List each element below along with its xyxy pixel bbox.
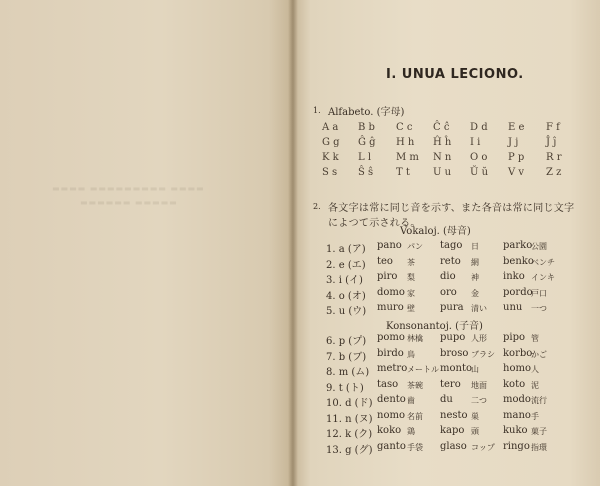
example-word: metro — [377, 363, 408, 374]
section-number: 1. — [313, 106, 321, 115]
example-word: pano — [377, 240, 402, 251]
alphabet-letter-pair: U u — [433, 167, 452, 178]
word-translation: 流行 — [531, 396, 547, 405]
bleed-through-text: ▬▬▬▬ ▬▬▬▬▬▬▬▬▬ ▬▬▬▬ — [52, 184, 205, 193]
alphabet-letter-pair: G g — [322, 137, 340, 148]
word-translation: ブラシ — [471, 349, 495, 359]
example-word: piro — [377, 271, 398, 282]
example-word: kuko — [503, 425, 528, 436]
example-word: du — [440, 394, 453, 405]
example-word: pura — [440, 302, 464, 313]
sound-label: 4. o (オ) — [326, 290, 366, 302]
word-translation: パン — [407, 242, 423, 251]
consonants-heading: Konsonantoj. (子音) — [386, 321, 483, 332]
word-translation: 茶 — [407, 257, 415, 267]
sound-label: 13. g (グ) — [326, 444, 373, 456]
example-word: koko — [377, 425, 402, 436]
alphabet-letter-pair: Ĝ ĝ — [358, 137, 376, 148]
word-translation: 壁 — [407, 304, 415, 313]
example-word: monto — [440, 363, 472, 374]
word-translation: 地面 — [471, 380, 487, 390]
example-word: taso — [377, 378, 399, 390]
bleed-through-text: ▬▬▬▬▬▬ ▬▬▬▬▬ — [80, 198, 178, 207]
section-number: 2. — [313, 202, 321, 211]
example-word: broso — [440, 347, 469, 359]
example-word: tago — [440, 240, 463, 251]
sound-label: 12. k (ク) — [326, 429, 373, 440]
book-gutter — [288, 0, 298, 486]
alphabet-letter-pair: Ĵ ĵ — [546, 137, 557, 148]
word-translation: 管 — [531, 334, 539, 343]
word-translation: かご — [531, 349, 547, 359]
word-translation: メートル — [407, 365, 439, 374]
word-translation: 名前 — [407, 411, 423, 421]
word-translation: インキ — [531, 273, 555, 282]
word-translation: 一つ — [531, 304, 547, 313]
word-translation: 家 — [407, 288, 415, 298]
word-translation: 公園 — [531, 242, 547, 251]
word-translation: コップ — [471, 442, 495, 452]
alphabet-letter-pair: I i — [470, 137, 481, 148]
example-word: parko — [503, 240, 533, 251]
rule-text-line2: によつて示される。 — [328, 218, 421, 229]
word-translation: 鳥 — [407, 349, 415, 359]
word-translation: 菓子 — [531, 427, 547, 436]
vowels-heading: Vokaloj. (母音) — [400, 226, 471, 237]
left-page — [0, 0, 292, 486]
example-word: pomo — [377, 332, 405, 343]
example-word: reto — [440, 255, 461, 267]
lesson-title: I. UNUA LECIONO. — [386, 67, 524, 82]
word-translation: 山 — [471, 365, 479, 374]
alphabet-letter-pair: L l — [358, 152, 372, 163]
example-word: oro — [440, 286, 457, 298]
example-word: pipo — [503, 332, 526, 343]
example-word: tero — [440, 378, 461, 390]
example-word: koto — [503, 378, 526, 390]
word-translation: 泥 — [531, 380, 539, 390]
alphabet-letter-pair: M m — [396, 152, 419, 163]
alphabet-letter-pair: A a — [322, 122, 339, 133]
alphabet-letter-pair: O o — [470, 152, 488, 163]
alphabet-letter-pair: V v — [508, 167, 525, 178]
example-word: pordo — [503, 286, 533, 298]
example-word: glaso — [440, 440, 467, 452]
alphabet-letter-pair: P p — [508, 152, 525, 163]
example-word: pupo — [440, 332, 466, 343]
example-word: dento — [377, 394, 406, 405]
word-translation: 鶏 — [407, 427, 415, 436]
sound-label: 5. u (ウ) — [326, 306, 367, 317]
word-translation: 梨 — [407, 273, 415, 282]
sound-label: 11. n (ヌ) — [326, 413, 373, 425]
example-word: muro — [377, 302, 404, 313]
alphabet-letter-pair: Ĥ ĥ — [433, 137, 452, 148]
alphabet-letter-pair: K k — [322, 152, 339, 163]
example-word: unu — [503, 302, 523, 313]
sound-label: 9. t (ト) — [326, 382, 364, 394]
word-translation: 戸口 — [531, 288, 547, 298]
alphabet-letter-pair: S s — [322, 167, 338, 178]
sound-label: 1. a (ア) — [326, 244, 366, 255]
word-translation: 手 — [531, 411, 539, 421]
word-translation: 指環 — [531, 442, 547, 452]
example-word: ringo — [503, 440, 530, 452]
word-translation: 日 — [471, 242, 479, 251]
alphabet-letter-pair: C c — [396, 122, 413, 133]
sound-label: 10. d (ド) — [326, 398, 373, 409]
alphabet-letter-pair: D d — [470, 122, 488, 133]
alphabet-letter-pair: Ŭ ŭ — [470, 167, 489, 178]
word-translation: 頭 — [471, 427, 479, 436]
alphabet-letter-pair: B b — [358, 122, 375, 133]
example-word: mano — [503, 409, 531, 421]
alphabet-letter-pair: Ŝ ŝ — [358, 167, 374, 178]
word-translation: 林檎 — [407, 334, 423, 343]
alphabet-letter-pair: T t — [396, 167, 410, 178]
rule-text-line1: 各文字は常に同じ音を示す、また各音は常に同じ文字 — [328, 203, 575, 214]
sound-label: 2. e (エ) — [326, 259, 366, 271]
example-word: nomo — [377, 409, 405, 421]
sound-label: 3. i (イ) — [326, 275, 363, 286]
alphabet-letter-pair: Ĉ ĉ — [433, 122, 450, 133]
alphabet-letter-pair: Z z — [546, 167, 562, 178]
word-translation: 齒 — [407, 396, 415, 405]
example-word: nesto — [440, 409, 468, 421]
example-word: inko — [503, 271, 525, 282]
example-word: dio — [440, 271, 456, 282]
example-word: homo — [503, 363, 531, 374]
alphabet-letter-pair: H h — [396, 137, 415, 148]
example-word: domo — [377, 286, 405, 298]
example-word: korbo — [503, 347, 533, 359]
word-translation: 人 — [531, 365, 539, 374]
sound-label: 7. b (ブ) — [326, 351, 367, 363]
alphabet-letter-pair: N n — [433, 152, 452, 163]
example-word: benko — [503, 255, 534, 267]
sound-label: 8. m (ム) — [326, 367, 370, 378]
word-translation: 金 — [471, 288, 479, 298]
word-translation: ベンチ — [531, 257, 555, 267]
word-translation: 手袋 — [407, 442, 423, 452]
alphabet-heading: Alfabeto. (字母) — [328, 107, 405, 118]
alphabet-letter-pair: F f — [546, 122, 560, 133]
example-word: teo — [377, 255, 393, 267]
word-translation: 網 — [471, 257, 479, 267]
alphabet-letter-pair: R r — [546, 152, 562, 163]
word-translation: 茶碗 — [407, 380, 423, 390]
sound-label: 6. p (プ) — [326, 336, 367, 347]
alphabet-letter-pair: E e — [508, 122, 525, 133]
word-translation: 二つ — [471, 396, 487, 405]
example-word: ganto — [377, 440, 406, 452]
example-word: modo — [503, 394, 531, 405]
example-word: birdo — [377, 347, 404, 359]
example-word: kapo — [440, 425, 465, 436]
word-translation: 巣 — [471, 411, 479, 421]
alphabet-letter-pair: J j — [508, 137, 519, 148]
word-translation: 人形 — [471, 334, 487, 343]
word-translation: 神 — [471, 273, 479, 282]
word-translation: 清い — [471, 304, 487, 313]
